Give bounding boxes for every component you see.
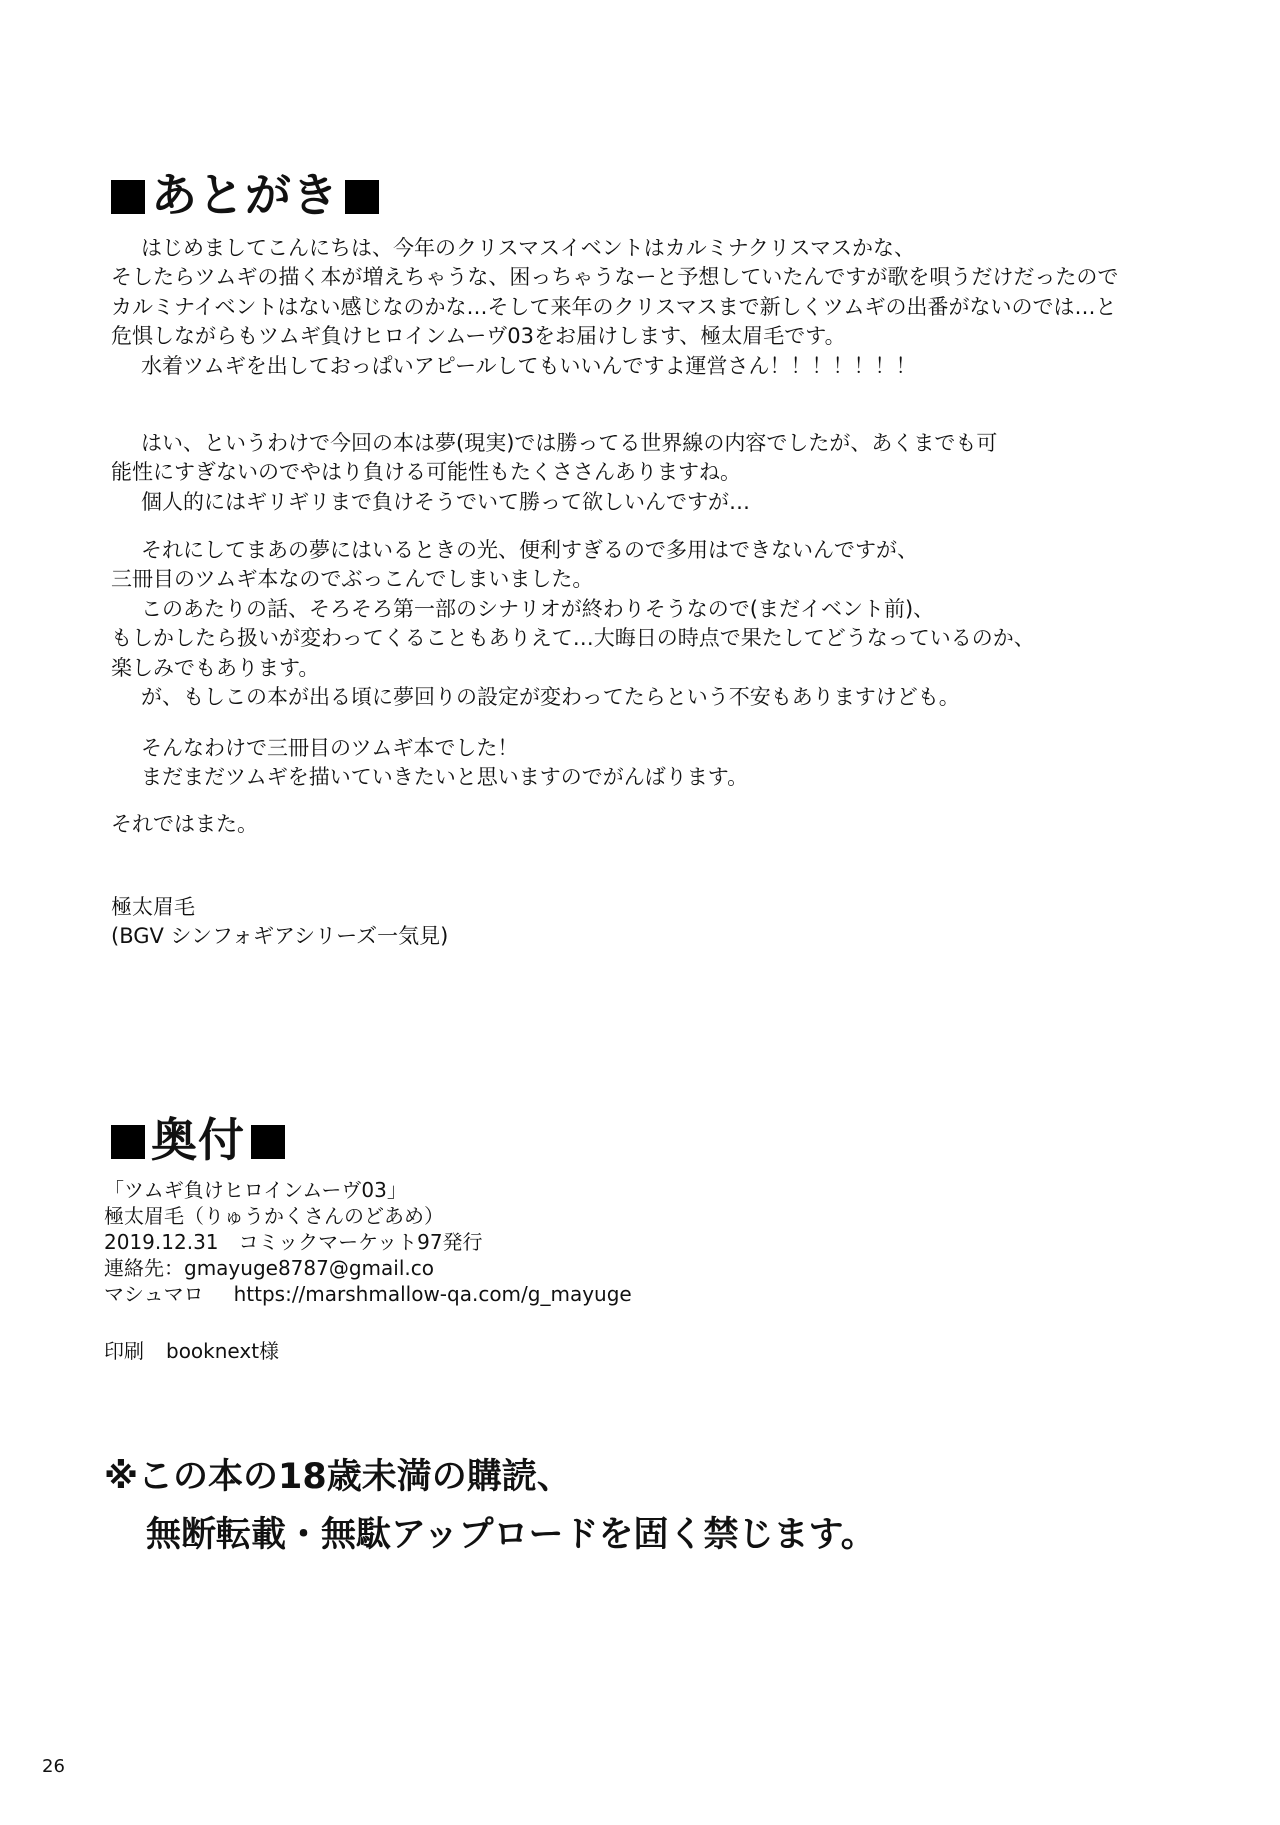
text-line: 楽しみでもあります。 [111, 655, 320, 680]
afterword-paragraph-5 [111, 810, 1211, 839]
afterword-paragraph-3 [111, 536, 1211, 712]
book-title: 「ツムギ負けヒロインムーヴ03」 [104, 1178, 407, 1202]
afterword-paragraph-2 [111, 429, 1211, 517]
text-line: 危惧しながらもツムギ負けヒロインムーヴ03をお届けします、極太眉毛です。 [111, 324, 846, 349]
age-warning [104, 1448, 876, 1564]
printer-value: booknext様 [166, 1339, 280, 1363]
text-line: そんなわけで三冊目のツムギ本でした！ [141, 736, 519, 760]
contact: 連絡先：gmayuge8787@gmail.co [104, 1256, 434, 1280]
black-square-icon [251, 1125, 285, 1159]
black-square-icon [111, 1125, 145, 1159]
text-line: まだまだツムギを描いていきたいと思いますのでがんばります。 [141, 765, 749, 790]
publish-info: 2019.12.31 コミックマーケット97発行 [104, 1230, 483, 1254]
text-line: はじめましてこんにちは、今年のクリスマスイベントはカルミナクリスマスかな、 [141, 236, 916, 260]
text-line: が、もしこの本が出る頃に夢回りの設定が変わってたらという不安もありますけども。 [141, 684, 960, 709]
afterword-paragraph-4 [111, 734, 1211, 793]
text-line: カルミナイベントはない感じなのかな…そして来年のクリスマスまで新しくツムギの出番がないのでは…と [111, 294, 1117, 319]
printer-row [104, 1335, 279, 1364]
text-line: それではまた。 [111, 812, 258, 836]
black-square-icon [345, 180, 379, 214]
text-line: はい、というわけで今回の本は夢(現実)では勝ってる世界線の内容でしたが、あくまでも可 [141, 431, 998, 455]
black-square-icon [111, 180, 145, 214]
colophon-title: 奥付 [151, 1113, 245, 1167]
colophon-heading [111, 1113, 285, 1167]
signature-block [111, 893, 1211, 952]
afterword-title: あとがき [151, 168, 339, 222]
text-line: 個人的にはギリギリまで負けそうでいて勝って欲しいんですが… [141, 489, 750, 514]
marshmallow-row [104, 1281, 632, 1307]
text-line: それにしてまあの夢にはいるときの光、便利すぎるので多用はできないんですが、 [141, 538, 918, 562]
text-line: 三冊目のツムギ本なのでぶっこんでしまいました。 [111, 567, 594, 592]
page-number: 26 [42, 1756, 65, 1777]
text-line: もしかしたら扱いが変わってくることもありえて…大晦日の時点で果たしてどうなっているのか、 [111, 626, 1035, 651]
marshmallow-label: マシュマロ [104, 1282, 204, 1306]
signature: 極太眉毛 [111, 895, 195, 919]
text-line: 能性にすぎないのでやはり負ける可能性もたくささんありますね。 [111, 460, 741, 485]
afterword-paragraph-1 [111, 234, 1211, 381]
author: 極太眉毛（りゅうかくさんのどあめ） [104, 1204, 444, 1228]
warning-line-1: ※この本の18歳未満の購読、 [104, 1457, 572, 1497]
text-line: そしたらツムギの描く本が増えちゃうな、困っちゃうなーと予想していたんですが歌を唄うだけだったので [111, 265, 1119, 290]
marshmallow-url: https://marshmallow-qa.com/g_mayuge [233, 1282, 632, 1306]
text-line: このあたりの話、そろそろ第一部のシナリオが終わりそうなので(まだイベント前)、 [141, 596, 935, 621]
warning-line-2: 無断転載・無駄アップロードを固く禁じます。 [146, 1515, 876, 1555]
text-line: 水着ツムギを出しておっぱいアピールしてもいいんですよ運営さん！！！！！！！ [141, 353, 917, 378]
printer-label: 印刷 [104, 1339, 144, 1363]
afterword-heading [111, 168, 379, 222]
bgv-note: (BGV シンフォギアシリーズ一気見) [111, 924, 449, 949]
colophon-details [104, 1177, 632, 1307]
